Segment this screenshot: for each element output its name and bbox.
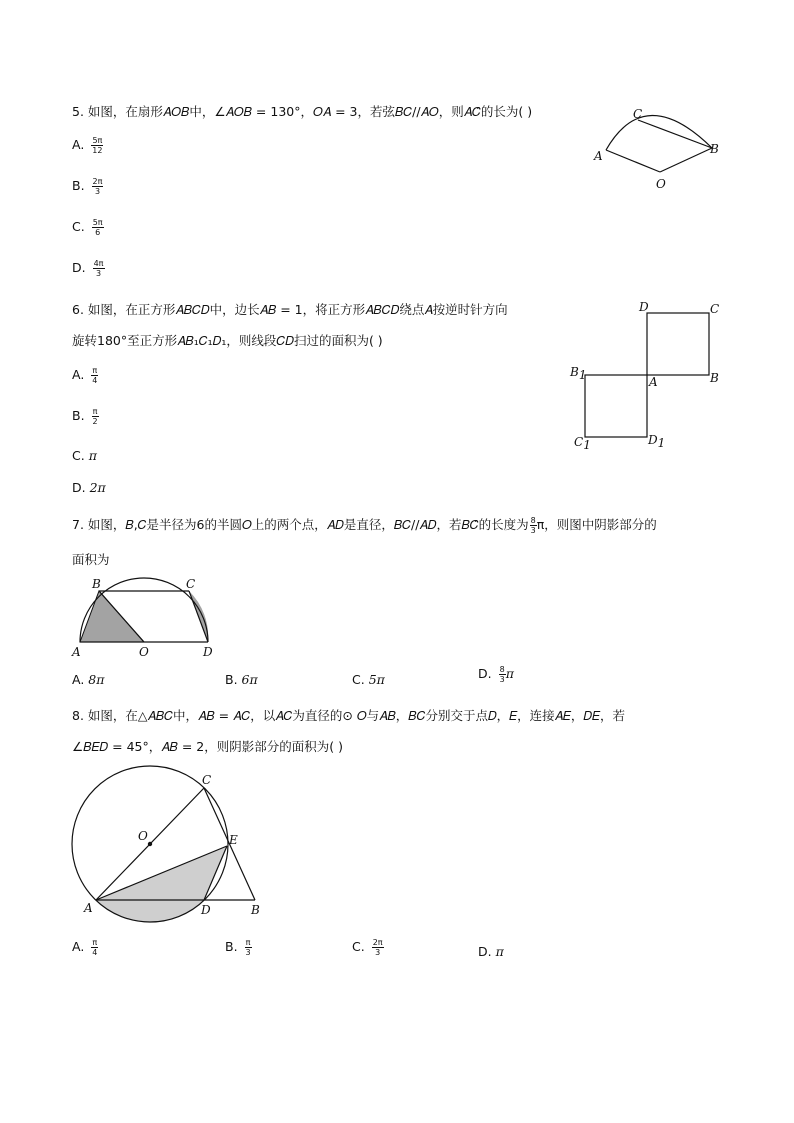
label-a: A <box>594 149 603 163</box>
label-b: B <box>710 142 719 156</box>
q5-option-c[interactable] <box>72 218 104 237</box>
label-b1: B1 <box>570 365 587 382</box>
option-fraction: $\frac{5\pi}{12}$ <box>92 136 103 155</box>
option-value: 6π <box>241 672 258 687</box>
q6-option-a[interactable] <box>72 366 98 385</box>
q6-option-c[interactable] <box>72 448 97 463</box>
label-o: O <box>138 829 148 843</box>
option-label: D. <box>72 480 86 495</box>
label-a: A <box>84 901 93 915</box>
option-label: C. <box>72 448 85 463</box>
q8-option-b[interactable] <box>225 938 252 957</box>
q7-option-d[interactable] <box>478 665 514 684</box>
option-fraction: $\frac{\pi}{2}$ <box>92 407 98 426</box>
q6-squares-figure <box>566 296 726 456</box>
center-point-o <box>148 842 152 846</box>
shaded-triangle-abo <box>80 591 144 642</box>
q7-stem-fraction: $\frac{8}{3}$ <box>530 516 536 535</box>
chord-bc <box>638 120 712 148</box>
option-label: C. <box>352 939 365 954</box>
option-label: A. <box>72 672 85 687</box>
sector-arc-ab <box>606 115 712 150</box>
option-label: B. <box>225 939 238 954</box>
option-label: A. <box>72 367 85 382</box>
q5-option-a[interactable] <box>72 136 103 155</box>
q7-option-b[interactable] <box>225 672 258 687</box>
label-o: O <box>139 645 149 659</box>
option-fraction: $\frac{2\pi}{3}$ <box>372 938 383 957</box>
label-b: B <box>710 371 719 385</box>
option-label: D. <box>478 944 492 959</box>
q5-stem: 5. 如图，在扇形𝐴𝑂𝐵中，∠𝐴𝑂𝐵 = 130°，𝑂𝐴 = 3，若弦𝐵𝐶//𝐴𝑂，则𝐴𝐶̂的长为( ) <box>72 104 533 119</box>
square-ab1c1d1 <box>585 375 647 437</box>
q8-circle-figure <box>62 762 272 922</box>
q7-stem-line2: 面积为 <box>72 552 110 567</box>
option-label: B. <box>72 408 85 423</box>
label-b: B <box>92 577 101 591</box>
label-c1: C1 <box>574 435 591 452</box>
q6-stem-line2: 旋转180°至正方形𝐴𝐵₁𝐶₁𝐷₁，则线段𝐶𝐷扫过的面积为( ) <box>72 333 383 348</box>
option-value: π <box>505 666 514 681</box>
q6-option-b[interactable] <box>72 407 99 426</box>
label-e: E <box>229 833 238 847</box>
q8-stem-line2: ∠𝐵𝐸𝐷 = 45°，𝐴𝐵 = 2，则阴影部分的面积为( ) <box>72 739 343 754</box>
option-fraction: $\frac{\pi}{3}$ <box>245 938 251 957</box>
option-label: D. <box>478 666 492 681</box>
label-d1: D1 <box>648 433 666 450</box>
q8-stem-line1: 8. 如图，在△𝐴𝐵𝐶中，𝐴𝐵 = 𝐴𝐶，以𝐴𝐶为直径的⊙ 𝑂与𝐴𝐵，𝐵𝐶分别交于点𝐷，𝐸，连接𝐴𝐸，𝐷𝐸，若 <box>72 708 625 723</box>
option-label: D. <box>72 260 86 275</box>
q5-sector-figure <box>590 100 730 200</box>
label-d: D <box>201 903 211 917</box>
option-value: 5π <box>368 672 385 687</box>
label-d: D <box>203 645 213 659</box>
option-label: B. <box>72 178 85 193</box>
q7-semicircle-figure <box>68 574 228 664</box>
option-value: 8π <box>88 672 105 687</box>
label-c: C <box>710 302 720 316</box>
option-value: π <box>88 448 97 463</box>
option-fraction: $\frac{5\pi}{6}$ <box>92 218 103 237</box>
label-o: O <box>656 177 666 191</box>
option-value: 2π <box>89 480 106 495</box>
label-b: B <box>251 903 260 917</box>
option-fraction: $\frac{2\pi}{3}$ <box>92 177 103 196</box>
label-c: C <box>186 577 196 591</box>
label-a: A <box>72 645 81 659</box>
label-d: D <box>639 300 649 314</box>
option-label: A. <box>72 939 85 954</box>
option-fraction: $\frac{\pi}{4}$ <box>92 366 98 385</box>
q7-stem-text: 7. 如图，𝐵,𝐶是半径为6的半圆𝑂上的两个点，𝐴𝐷是直径，𝐵𝐶//𝐴𝐷，若𝐵𝐶̂的长度为 <box>72 517 529 532</box>
label-a: A <box>649 375 658 389</box>
option-fraction: $\frac{\pi}{4}$ <box>92 938 98 957</box>
square-abcd <box>647 313 709 375</box>
q8-option-c[interactable] <box>352 938 384 957</box>
option-label: B. <box>225 672 238 687</box>
option-label: A. <box>72 137 85 152</box>
q6-stem-line1: 6. 如图，在正方形𝐴𝐵𝐶𝐷中，边长𝐴𝐵 = 1，将正方形𝐴𝐵𝐶𝐷绕点𝐴按逆时针方向 <box>72 302 508 317</box>
segment-cd <box>189 591 208 642</box>
q6-option-d[interactable] <box>72 480 106 495</box>
q5-option-b[interactable] <box>72 177 103 196</box>
option-label: C. <box>352 672 365 687</box>
q7-option-c[interactable] <box>352 672 385 687</box>
q8-option-d[interactable] <box>478 944 504 959</box>
option-value: π <box>495 944 504 959</box>
q8-option-a[interactable] <box>72 938 98 957</box>
q7-stem-text-end: π，则图中阴影部分的 <box>536 517 657 532</box>
option-fraction: $\frac{8}{3}$ <box>499 665 505 684</box>
q7-stem-line1 <box>72 516 657 535</box>
option-fraction: $\frac{4\pi}{3}$ <box>93 259 104 278</box>
option-label: C. <box>72 219 85 234</box>
q5-option-d[interactable] <box>72 259 105 278</box>
q7-option-a[interactable] <box>72 672 104 687</box>
radius-oa <box>606 150 660 172</box>
label-c: C <box>633 107 643 121</box>
label-c: C <box>202 773 212 787</box>
radius-ob <box>660 148 712 172</box>
